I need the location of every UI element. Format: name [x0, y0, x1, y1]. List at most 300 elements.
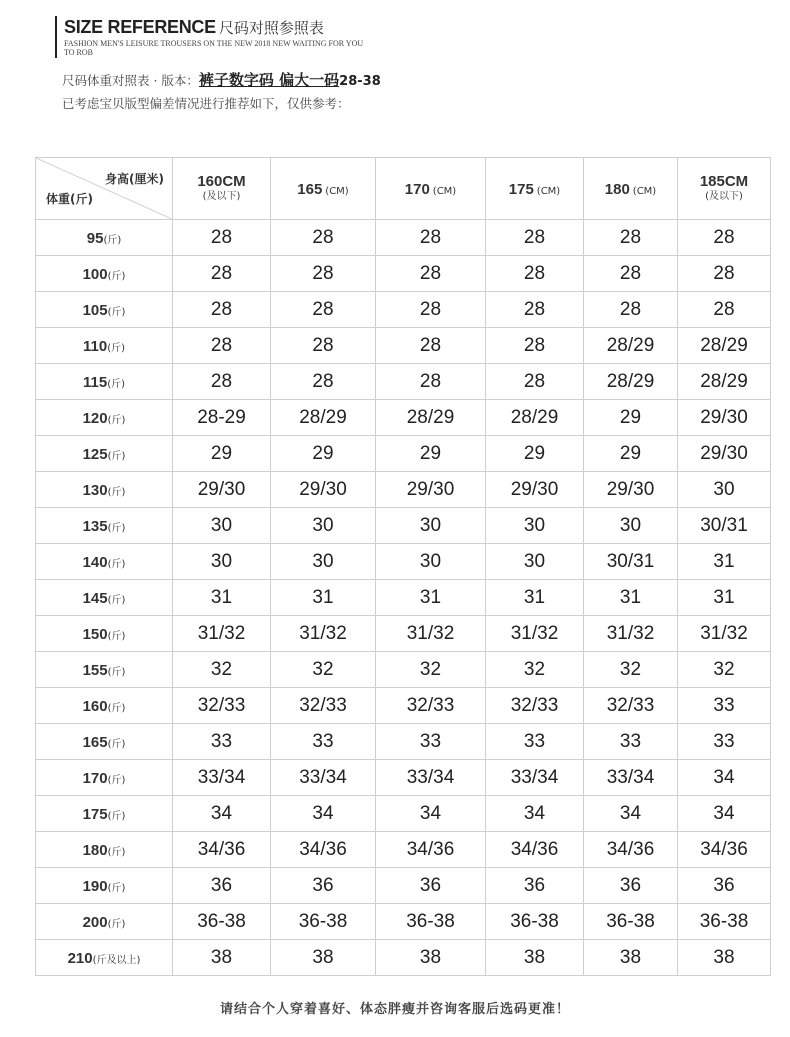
weight-value: 125: [82, 446, 108, 463]
size-cell: [486, 688, 584, 724]
size-cell: [173, 256, 271, 292]
weight-unit: (斤): [107, 703, 126, 714]
size-cell: [678, 436, 771, 472]
size-cell: [486, 472, 584, 508]
size-cell: [376, 292, 486, 328]
size-value: 28: [419, 298, 442, 320]
size-cell: [271, 472, 376, 508]
size-value: 31/32: [197, 622, 246, 644]
size-value: 33: [523, 730, 546, 752]
size-value: 30/31: [700, 514, 748, 536]
size-value: 28: [713, 262, 735, 284]
size-cell: [486, 832, 584, 868]
size-value: 36: [523, 874, 546, 896]
size-value: 31: [419, 586, 442, 608]
size-value: 29: [619, 442, 642, 464]
size-cell: [376, 688, 486, 724]
size-value: 31: [312, 586, 334, 608]
size-cell: [173, 832, 271, 868]
size-cell: [486, 652, 584, 688]
size-cell: [271, 724, 376, 760]
size-value: 29/30: [700, 406, 748, 428]
size-value: 32: [312, 658, 334, 680]
page-header: [55, 16, 374, 58]
size-cell: [584, 292, 678, 328]
weight-unit: (斤): [107, 739, 126, 750]
weight-value: 95: [86, 230, 104, 247]
size-value: 30: [619, 514, 642, 536]
weight-value: 165: [82, 734, 108, 751]
size-value: 30: [419, 550, 442, 572]
size-cell: [271, 616, 376, 652]
weight-unit: (斤): [107, 667, 126, 678]
size-value: 30: [419, 514, 442, 536]
weight-value: 105: [82, 302, 108, 319]
height-value: 170: [404, 181, 430, 198]
size-cell: [584, 904, 678, 940]
weight-value: 210: [67, 950, 93, 967]
size-cell: [486, 220, 584, 256]
weight-unit: (斤): [107, 415, 126, 426]
size-cell: [678, 544, 771, 580]
weight-unit: (斤): [107, 919, 126, 930]
size-cell: [678, 796, 771, 832]
size-value: 32/33: [299, 694, 347, 716]
size-value: 32: [713, 658, 735, 680]
edition-line: [62, 69, 381, 90]
size-value: 28: [523, 298, 546, 320]
weight-cell: [36, 580, 173, 616]
size-value: 38: [312, 946, 334, 968]
size-cell: [584, 544, 678, 580]
weight-value: 145: [82, 590, 108, 607]
size-value: 33: [713, 694, 735, 716]
size-cell: [678, 292, 771, 328]
size-cell: [678, 724, 771, 760]
size-value: 29: [523, 442, 546, 464]
weight-value: 190: [82, 878, 108, 895]
size-value: 31: [210, 586, 233, 608]
size-cell: [584, 364, 678, 400]
size-value: 34/36: [510, 838, 559, 860]
size-cell: [584, 580, 678, 616]
size-value: 28: [419, 370, 442, 392]
size-value: 34: [713, 766, 735, 788]
weight-value: 100: [82, 266, 108, 283]
size-cell: [271, 796, 376, 832]
weight-unit: (斤): [107, 379, 125, 390]
size-value: 32/33: [606, 694, 655, 716]
table-row: [36, 796, 771, 832]
table-row: [36, 940, 771, 976]
size-value: 34: [419, 802, 442, 824]
size-value: 36: [419, 874, 442, 896]
size-cell: [376, 544, 486, 580]
edition-name: 裤子数字码 偏大一码: [198, 71, 340, 89]
size-cell: [584, 328, 678, 364]
size-cell: [584, 508, 678, 544]
size-cell: [584, 472, 678, 508]
size-value: 28/29: [700, 370, 748, 392]
page-title: [64, 16, 374, 39]
size-cell: [486, 508, 584, 544]
size-value: 33: [419, 730, 442, 752]
weight-value: 130: [82, 482, 108, 499]
size-value: 28: [419, 334, 442, 356]
size-cell: [376, 796, 486, 832]
size-value: 34: [523, 802, 546, 824]
size-value: 28: [210, 226, 233, 248]
height-qualifier: (及以下): [705, 191, 743, 202]
size-value: 28: [523, 370, 546, 392]
size-cell: [271, 832, 376, 868]
table-row: [36, 292, 771, 328]
size-value: 38: [523, 946, 546, 968]
weight-unit: (斤): [107, 343, 125, 354]
size-value: 34: [210, 802, 233, 824]
weight-cell: [36, 508, 173, 544]
size-cell: [173, 940, 271, 976]
size-value: 36-38: [406, 910, 455, 932]
size-cell: [271, 220, 376, 256]
size-value: 36: [713, 874, 735, 896]
size-cell: [678, 652, 771, 688]
size-value: 33: [619, 730, 642, 752]
size-cell: [271, 292, 376, 328]
weight-unit: (斤): [107, 811, 126, 822]
size-value: 31: [713, 586, 735, 608]
size-cell: [173, 400, 271, 436]
size-value: 34/36: [197, 838, 246, 860]
weight-cell: [36, 436, 173, 472]
size-cell: [173, 544, 271, 580]
height-column-header: [584, 158, 678, 220]
size-cell: [173, 472, 271, 508]
size-cell: [486, 796, 584, 832]
size-value: 34: [713, 802, 735, 824]
size-value: 30: [713, 478, 735, 500]
size-value: 32: [523, 658, 546, 680]
size-value: 38: [419, 946, 442, 968]
weight-cell: [36, 220, 173, 256]
size-value: 29: [312, 442, 334, 464]
size-value: 28/29: [299, 406, 347, 428]
size-value: 31/32: [510, 622, 559, 644]
size-cell: [271, 256, 376, 292]
size-cell: [678, 904, 771, 940]
size-value: 28: [619, 298, 642, 320]
size-cell: [376, 364, 486, 400]
size-value: 28/29: [406, 406, 455, 428]
table-row: [36, 508, 771, 544]
edition-label: 尺码体重对照表 · 版本：: [62, 73, 199, 88]
weight-unit: (斤): [107, 595, 126, 606]
size-value: 30: [210, 550, 233, 572]
height-column-header: [486, 158, 584, 220]
size-cell: [271, 580, 376, 616]
size-value: 34: [312, 802, 334, 824]
weight-axis-label: 体重(斤): [46, 192, 93, 206]
size-value: 29: [419, 442, 442, 464]
size-cell: [173, 652, 271, 688]
size-value: 29/30: [606, 478, 655, 500]
size-value: 28: [713, 226, 735, 248]
size-value: 28: [210, 334, 233, 356]
size-cell: [271, 544, 376, 580]
weight-unit: (斤): [107, 451, 126, 462]
table-row: [36, 256, 771, 292]
weight-unit: (斤): [107, 307, 126, 318]
size-cell: [584, 832, 678, 868]
size-cell: [584, 652, 678, 688]
size-cell: [678, 472, 771, 508]
table-row: [36, 724, 771, 760]
weight-cell: [36, 616, 173, 652]
size-cell: [376, 472, 486, 508]
size-cell: [376, 580, 486, 616]
table-row: [36, 868, 771, 904]
size-cell: [486, 940, 584, 976]
weight-value: 175: [82, 806, 108, 823]
size-cell: [173, 796, 271, 832]
size-cell: [376, 940, 486, 976]
table-row: [36, 832, 771, 868]
size-value: 29: [210, 442, 233, 464]
size-cell: [271, 652, 376, 688]
height-column-header: [271, 158, 376, 220]
size-value: 28: [312, 334, 334, 356]
size-cell: [486, 760, 584, 796]
table-row: [36, 688, 771, 724]
recommendation-note: 已考虑宝贝版型偏差情况进行推荐如下，仅供参考：: [62, 96, 350, 111]
weight-value: 135: [82, 518, 108, 535]
weight-cell: [36, 688, 173, 724]
weight-cell: [36, 256, 173, 292]
size-cell: [376, 400, 486, 436]
weight-value: 140: [82, 554, 108, 571]
table-row: [36, 544, 771, 580]
size-value: 28: [419, 262, 442, 284]
size-value: 33: [312, 730, 334, 752]
size-cell: [584, 256, 678, 292]
weight-cell: [36, 472, 173, 508]
table-row: [36, 616, 771, 652]
size-cell: [486, 904, 584, 940]
size-cell: [173, 292, 271, 328]
height-axis-label: 身高(厘米): [105, 172, 164, 186]
size-cell: [678, 616, 771, 652]
size-value: 30: [312, 550, 334, 572]
size-cell: [486, 256, 584, 292]
size-value: 29/30: [197, 478, 246, 500]
size-value: 28/29: [606, 370, 655, 392]
size-value: 36-38: [699, 910, 749, 932]
height-unit: (CM): [632, 186, 657, 197]
title-chinese: 尺码对照参照表: [218, 19, 324, 37]
size-cell: [271, 364, 376, 400]
size-value: 30: [312, 514, 334, 536]
weight-unit: (斤): [107, 847, 126, 858]
size-value: 29/30: [700, 442, 748, 464]
height-value: 185CM: [699, 173, 749, 190]
size-cell: [584, 760, 678, 796]
height-unit: (CM): [325, 186, 349, 197]
size-cell: [678, 688, 771, 724]
weight-unit: (斤): [107, 631, 126, 642]
weight-value: 120: [82, 410, 108, 427]
size-value: 31/32: [299, 622, 347, 644]
weight-unit: (斤): [107, 775, 126, 786]
size-value: 28/29: [606, 334, 655, 356]
title-english: SIZE REFERENCE: [64, 17, 216, 37]
size-value: 31: [619, 586, 642, 608]
size-cell: [486, 400, 584, 436]
size-cell: [173, 328, 271, 364]
size-value: 36-38: [606, 910, 655, 932]
weight-unit: (斤): [107, 523, 126, 534]
size-value: 28/29: [700, 334, 748, 356]
size-value: 32/33: [510, 694, 559, 716]
table-row: [36, 364, 771, 400]
size-cell: [271, 940, 376, 976]
size-cell: [271, 760, 376, 796]
weight-cell: [36, 796, 173, 832]
size-cell: [678, 400, 771, 436]
height-column-header: [173, 158, 271, 220]
size-cell: [584, 220, 678, 256]
size-value: 28: [312, 262, 334, 284]
table-row: [36, 220, 771, 256]
size-cell: [678, 868, 771, 904]
weight-value: 170: [82, 770, 108, 787]
weight-value: 200: [82, 914, 108, 931]
size-value: 29/30: [510, 478, 559, 500]
weight-cell: [36, 544, 173, 580]
table-row: [36, 652, 771, 688]
size-cell: [486, 724, 584, 760]
height-value: 175: [508, 181, 534, 198]
size-value: 28: [210, 298, 233, 320]
size-value: 36: [619, 874, 642, 896]
weight-cell: [36, 724, 173, 760]
size-value: 33/34: [606, 766, 655, 788]
size-cell: [376, 436, 486, 472]
size-cell: [173, 580, 271, 616]
size-cell: [678, 580, 771, 616]
size-cell: [173, 616, 271, 652]
size-cell: [678, 220, 771, 256]
page-subtitle: FASHION MEN'S LEISURE TROUSERS ON THE NEW 2018 NEW WAITING FOR YOU TO ROB: [64, 39, 364, 57]
size-cell: [271, 400, 376, 436]
corner-diagonal-line: [36, 158, 172, 219]
height-unit: (CM): [536, 186, 561, 197]
size-cell: [678, 364, 771, 400]
weight-value: 115: [82, 374, 108, 391]
size-cell: [678, 832, 771, 868]
weight-cell: [36, 832, 173, 868]
size-value: 34: [619, 802, 642, 824]
weight-cell: [36, 760, 173, 796]
size-value: 28: [210, 370, 233, 392]
size-cell: [376, 616, 486, 652]
size-value: 31: [713, 550, 735, 572]
size-value: 33/34: [406, 766, 455, 788]
table-row: [36, 904, 771, 940]
size-value: 28: [619, 226, 642, 248]
size-cell: [486, 616, 584, 652]
size-cell: [584, 616, 678, 652]
size-value: 30: [523, 514, 546, 536]
size-cell: [584, 400, 678, 436]
table-row: [36, 400, 771, 436]
weight-cell: [36, 364, 173, 400]
table-row: [36, 436, 771, 472]
size-cell: [486, 364, 584, 400]
size-cell: [173, 688, 271, 724]
size-cell: [173, 436, 271, 472]
size-cell: [376, 328, 486, 364]
size-cell: [376, 220, 486, 256]
size-cell: [173, 508, 271, 544]
size-value: 36-38: [298, 910, 348, 932]
size-value: 38: [210, 946, 233, 968]
size-value: 32/33: [406, 694, 455, 716]
weight-cell: [36, 652, 173, 688]
size-value: 31: [523, 586, 546, 608]
size-cell: [376, 904, 486, 940]
size-value: 28/29: [510, 406, 559, 428]
size-cell: [678, 256, 771, 292]
weight-cell: [36, 328, 173, 364]
height-column-header: [376, 158, 486, 220]
size-cell: [584, 688, 678, 724]
size-value: 34/36: [700, 838, 748, 860]
size-value: 38: [713, 946, 735, 968]
size-cell: [486, 292, 584, 328]
weight-unit: (斤): [103, 235, 122, 246]
size-cell: [173, 220, 271, 256]
size-value: 33: [713, 730, 735, 752]
size-value: 32: [210, 658, 233, 680]
size-cell: [486, 544, 584, 580]
footer-note: 请结合个人穿着喜好、体态胖瘦并咨询客服后选码更准！: [219, 1002, 570, 1017]
size-value: 28: [312, 370, 334, 392]
size-value: 28: [619, 262, 642, 284]
size-range: 28-38: [339, 74, 381, 89]
height-value: 160CM: [197, 173, 246, 190]
size-cell: [271, 508, 376, 544]
size-cell: [376, 508, 486, 544]
weight-value: 150: [82, 626, 108, 643]
size-value: 30: [523, 550, 546, 572]
size-value: 32/33: [197, 694, 246, 716]
height-qualifier: (及以下): [202, 191, 241, 202]
size-cell: [584, 724, 678, 760]
size-value: 30/31: [606, 550, 655, 572]
weight-cell: [36, 292, 173, 328]
table-row: [36, 580, 771, 616]
size-value: 36-38: [197, 910, 246, 932]
weight-unit: (斤): [107, 883, 126, 894]
height-value: 165: [297, 181, 323, 198]
size-value: 33/34: [299, 766, 347, 788]
size-value: 28: [419, 226, 442, 248]
size-value: 29/30: [299, 478, 347, 500]
table-header-row: [36, 158, 771, 220]
size-value: 36: [210, 874, 233, 896]
size-value: 34/36: [299, 838, 347, 860]
size-cell: [173, 904, 271, 940]
